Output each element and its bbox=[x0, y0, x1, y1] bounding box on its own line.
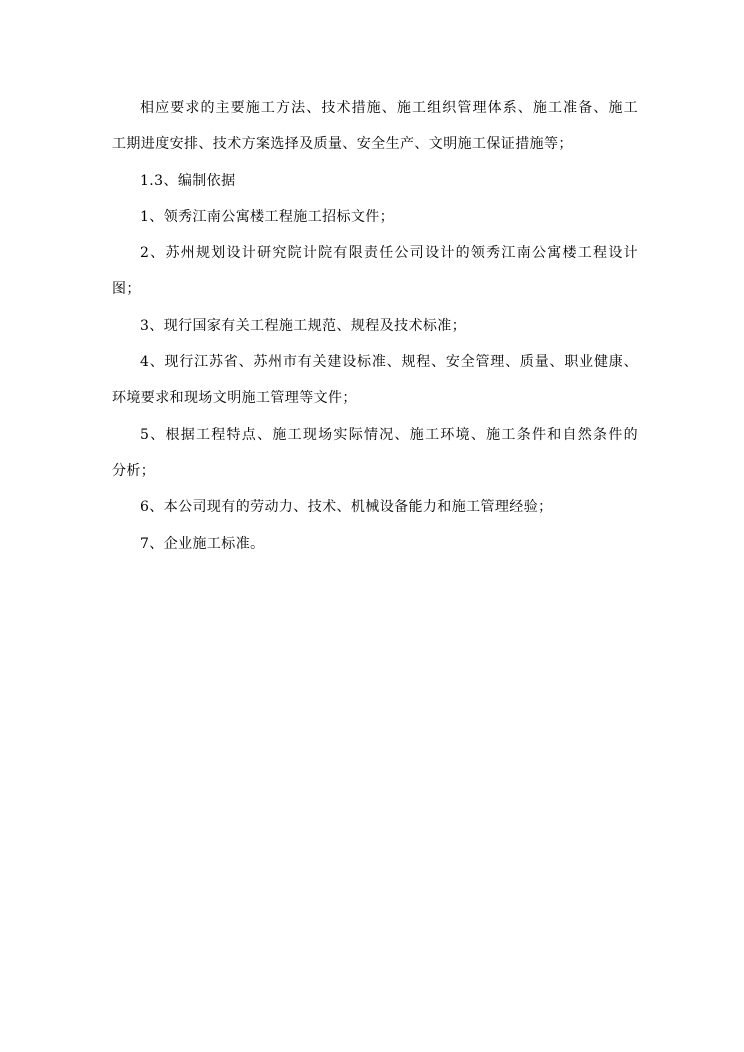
paragraph-line: 2、苏州规划设计研究院计院有限责任公司设计的领秀江南公寓楼工程设计 bbox=[140, 245, 638, 262]
paragraph-line: 7、企业施工标准。 bbox=[140, 535, 265, 552]
document-body bbox=[112, 90, 638, 562]
paragraph-line: 相应要求的主要施工方法、技术措施、施工组织管理体系、施工准备、施工 bbox=[140, 100, 638, 116]
paragraph-line: 4、现行江苏省、苏州市有关建设标准、规程、安全管理、质量、职业健康、 bbox=[140, 354, 638, 371]
paragraph-construction-requirements bbox=[112, 90, 638, 163]
list-item-2 bbox=[112, 235, 638, 308]
paragraph-line: 图； bbox=[112, 281, 141, 298]
paragraph-line: 分析； bbox=[112, 462, 156, 479]
paragraph-line: 1、领秀江南公寓楼工程施工招标文件； bbox=[140, 208, 395, 225]
paragraph-line: 环境要求和现场文明施工管理等文件； bbox=[112, 390, 357, 407]
paragraph-line: 3、现行国家有关工程施工规范、规程及技术标准； bbox=[140, 317, 467, 334]
paragraph-line: 5、根据工程特点、施工现场实际情况、施工环境、施工条件和自然条件的 bbox=[140, 426, 638, 443]
paragraph-line: 6、本公司现有的劳动力、技术、机械设备能力和施工管理经验； bbox=[140, 499, 553, 516]
section-heading: 1.3、编制依据 bbox=[140, 172, 236, 189]
list-item-4 bbox=[112, 344, 638, 417]
list-item-7 bbox=[112, 526, 638, 562]
list-item-6 bbox=[112, 489, 638, 525]
list-item-1 bbox=[112, 199, 638, 235]
paragraph-line: 工期进度安排、技术方案选择及质量、安全生产、文明施工保证措施等； bbox=[112, 136, 573, 153]
list-item-3 bbox=[112, 308, 638, 344]
list-item-5 bbox=[112, 417, 638, 490]
section-heading-compilation-basis bbox=[112, 163, 638, 199]
